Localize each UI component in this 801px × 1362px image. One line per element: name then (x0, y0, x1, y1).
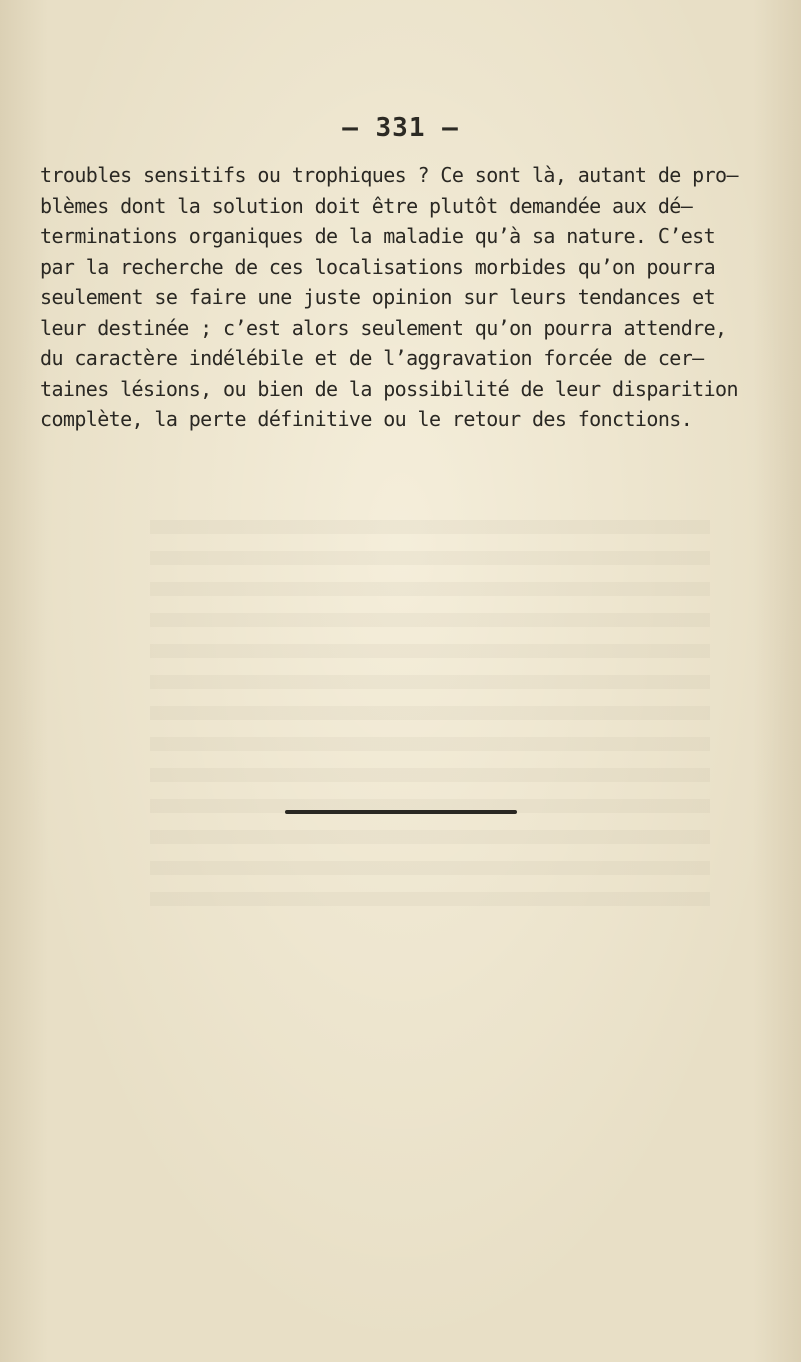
text-line: terminations organiques de la maladie qu’à sa nature. C’est (40, 224, 716, 248)
text-line: complète, la perte définitive ou le retour des fonctions. (40, 407, 693, 431)
text-line: troubles sensitifs ou trophiques ? Ce sont là, autant de pro– (40, 163, 738, 187)
section-divider-rule (285, 810, 517, 814)
show-through-text (150, 520, 710, 920)
text-line: par la recherche de ces localisations morbides qu’on pourra (40, 254, 716, 279)
text-line: blèmes dont la solution doit être plutôt demandée aux dé– (40, 193, 693, 218)
body-text (40, 160, 760, 435)
text-line: taines lésions, ou bien de la possibilité de leur disparition (40, 376, 738, 401)
text-line: seulement se faire une juste opinion sur leurs tendances et (40, 285, 716, 309)
text-line: leur destinée ; c’est alors seulement qu’on pourra attendre, (40, 315, 727, 340)
page-number: — 331 — (342, 113, 459, 143)
text-line: du caractère indélébile et de l’aggravation forcée de cer– (40, 346, 704, 370)
